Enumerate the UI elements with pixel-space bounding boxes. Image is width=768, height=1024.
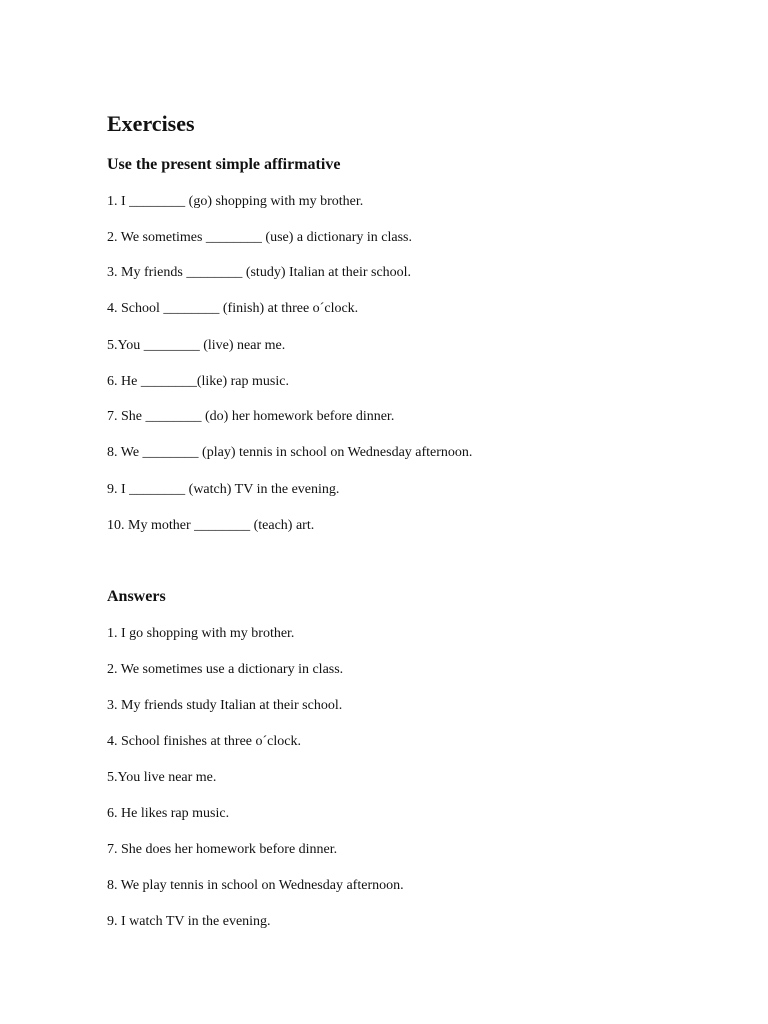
answer-item: 7. She does her homework before dinner. bbox=[107, 842, 338, 857]
exercise-item: 10. My mother ________ (teach) art. bbox=[107, 518, 315, 533]
answer-item: 2. We sometimes use a dictionary in class. bbox=[107, 662, 344, 677]
exercise-item: 8. We ________ (play) tennis in school on Wednesday afternoon. bbox=[107, 445, 473, 460]
answer-item: 9. I watch TV in the evening. bbox=[107, 914, 271, 929]
answer-item: 4. School finishes at three o´clock. bbox=[107, 734, 302, 749]
answer-item: 6. He likes rap music. bbox=[107, 806, 230, 821]
exercise-item: 7. She ________ (do) her homework before dinner. bbox=[107, 409, 395, 424]
answer-item: 1. I go shopping with my brother. bbox=[107, 626, 295, 641]
answer-item: 8. We play tennis in school on Wednesday afternoon. bbox=[107, 878, 404, 893]
exercise-item: 9. I ________ (watch) TV in the evening. bbox=[107, 482, 340, 497]
page-title: Exercises bbox=[107, 111, 195, 136]
answer-item: 3. My friends study Italian at their school. bbox=[107, 698, 343, 713]
exercise-item: 3. My friends ________ (study) Italian at their school. bbox=[107, 265, 412, 280]
answers-heading: Answers bbox=[107, 588, 166, 605]
exercise-item: 6. He ________(like) rap music. bbox=[107, 374, 289, 389]
exercise-item: 2. We sometimes ________ (use) a dictionary in class. bbox=[107, 230, 412, 245]
exercise-item: 1. I ________ (go) shopping with my brother. bbox=[107, 194, 364, 209]
exercise-item: 5.You ________ (live) near me. bbox=[107, 338, 286, 353]
answer-item: 5.You live near me. bbox=[107, 770, 217, 785]
exercise-instructions: Use the present simple affirmative bbox=[107, 156, 341, 173]
exercise-item: 4. School ________ (finish) at three o´clock. bbox=[107, 301, 359, 316]
